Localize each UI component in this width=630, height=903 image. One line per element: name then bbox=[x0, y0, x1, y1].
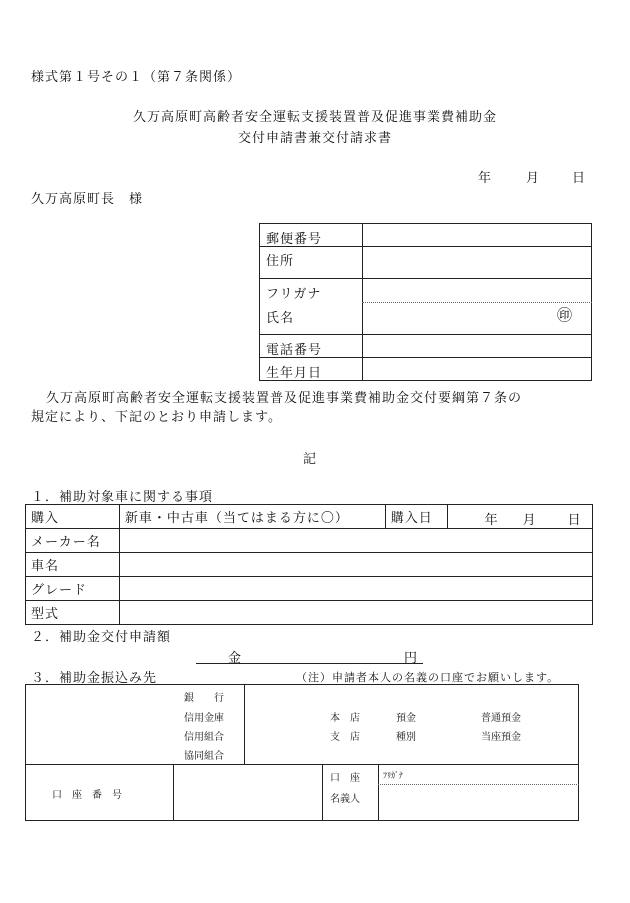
postal-code-label: 郵便番号 bbox=[266, 232, 323, 247]
bank-type-shinkumi: 信用組合 bbox=[184, 732, 224, 743]
date-day: 日 bbox=[572, 171, 587, 186]
maker-label: メーカー名 bbox=[26, 529, 120, 553]
furigana-label: フリガナ bbox=[266, 287, 322, 302]
phone-label: 電話番号 bbox=[266, 343, 323, 358]
form-number: 様式第１号その１（第７条関係） bbox=[31, 70, 242, 85]
purchase-month: 月 bbox=[522, 513, 537, 528]
section3-heading: ３．補助金振込み先 bbox=[31, 671, 158, 686]
birthdate-label: 生年月日 bbox=[266, 366, 323, 381]
bank-type-bank: 銀 行 bbox=[184, 693, 224, 704]
grade-label: グレード bbox=[26, 577, 120, 601]
title-line-1: 久万高原町高齢者安全運転支援装置普及促進事業費補助金 bbox=[132, 110, 497, 125]
title-line-2: 交付申請書兼交付請求書 bbox=[237, 131, 392, 146]
amount-suffix: 円 bbox=[404, 651, 419, 666]
purchase-day: 日 bbox=[567, 513, 582, 528]
purchase-date-label: 購入日 bbox=[385, 505, 447, 529]
vehicle-table bbox=[25, 504, 593, 625]
body-line-2: 規定により、下記のとおり申請します。 bbox=[31, 410, 282, 425]
car-name-label: 車名 bbox=[26, 553, 120, 577]
addressee: 久万高原町長 様 bbox=[31, 192, 144, 207]
amount-prefix: 金 bbox=[228, 651, 243, 666]
model-value bbox=[119, 601, 592, 625]
ki-label: 記 bbox=[303, 452, 318, 467]
date-month: 月 bbox=[526, 171, 541, 186]
holder-label-1: 口 座 bbox=[330, 773, 360, 784]
section2-heading: ２．補助金交付申請額 bbox=[31, 630, 172, 645]
purchase-options: 新車・中古車（当てはまる方に〇） bbox=[119, 505, 385, 529]
deposit-type-regular: 普通預金 bbox=[481, 713, 521, 724]
deposit-type-current: 当座預金 bbox=[481, 732, 521, 743]
seal-icon: ㊞ bbox=[557, 306, 573, 324]
amount-underline bbox=[196, 663, 423, 664]
section1-heading: １．補助対象車に関する事項 bbox=[31, 490, 214, 505]
branch-type-sub: 支 店 bbox=[330, 732, 360, 743]
address-label: 住所 bbox=[266, 254, 295, 269]
purchase-year: 年 bbox=[484, 513, 499, 528]
section3-note: （注）申請者本人の名義の口座でお願いします。 bbox=[296, 671, 560, 684]
purchase-label: 購入 bbox=[26, 505, 120, 529]
car-name-value bbox=[119, 553, 592, 577]
deposit-kind-label: 種別 bbox=[396, 732, 416, 743]
holder-furigana-label: ﾌﾘｶﾞﾅ bbox=[383, 771, 403, 780]
branch-type-main: 本 店 bbox=[330, 713, 360, 724]
holder-label-2: 名義人 bbox=[330, 794, 360, 805]
purchase-date-value bbox=[447, 505, 592, 529]
body-line-1: 久万高原町高齢者安全運転支援装置普及促進事業費補助金交付要綱第７条の bbox=[46, 391, 523, 406]
model-label: 型式 bbox=[26, 601, 120, 625]
date-year: 年 bbox=[478, 171, 493, 186]
bank-type-shinkin: 信用金庫 bbox=[184, 713, 224, 724]
deposit-label: 預金 bbox=[396, 713, 416, 724]
name-label: 氏名 bbox=[266, 311, 295, 326]
bank-type-kyodo: 協同組合 bbox=[184, 751, 224, 762]
account-number-label: 口 座 番 号 bbox=[52, 790, 122, 801]
grade-value bbox=[119, 577, 592, 601]
maker-value bbox=[119, 529, 592, 553]
